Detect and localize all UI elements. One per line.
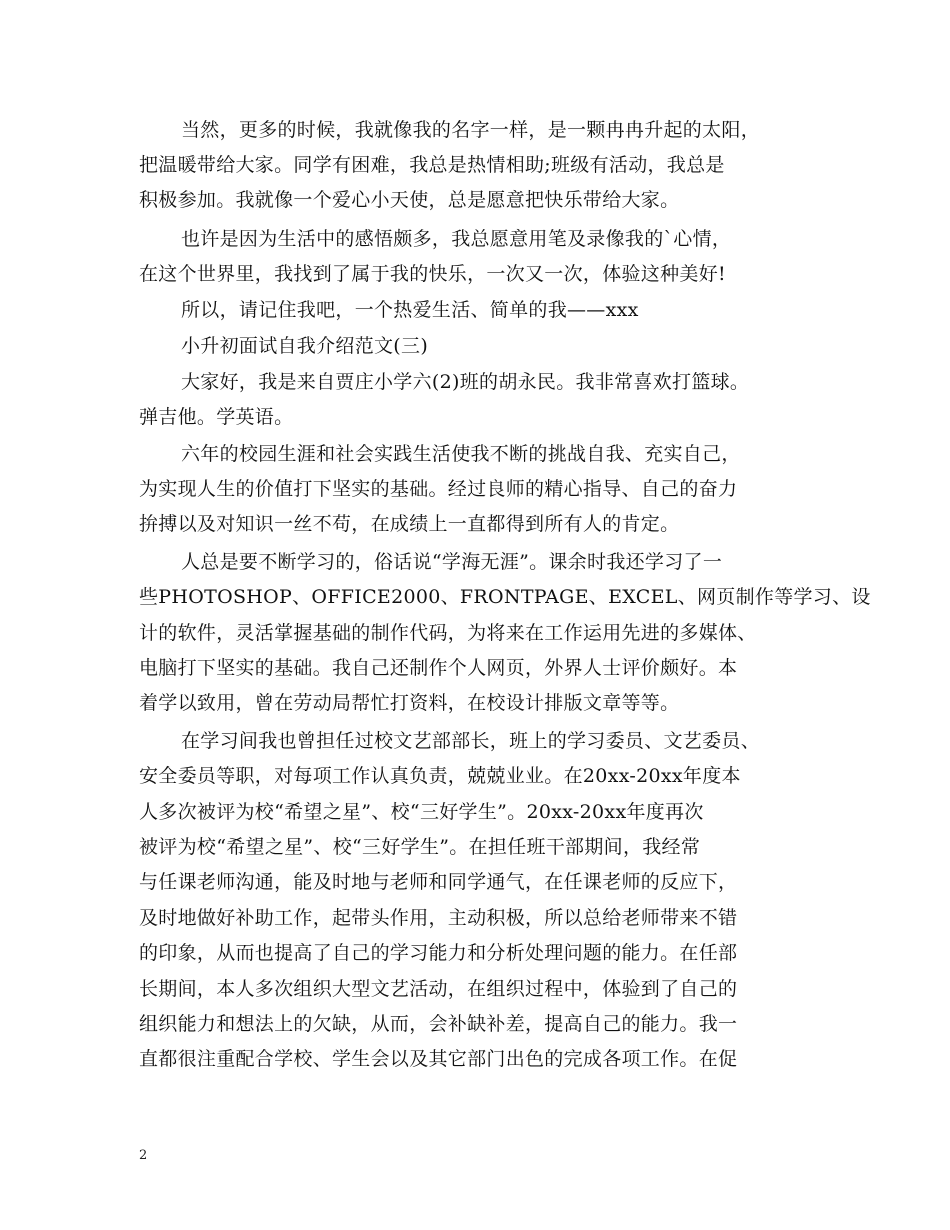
text-line: 及时地做好补助工作，起带头作用，主动积极，所以总给老师带来不错 [139,907,738,929]
text-line: 组织能力和想法上的欠缺，从而，会补缺补差，提高自己的能力。我一 [139,1013,738,1035]
text-line: 把温暖带给大家。同学有困难，我总是热情相助;班级有活动，我总是 [139,154,725,176]
text-line: 人总是要不断学习的，俗话说“学海无涯”。课余时我还学习了一 [181,551,723,573]
text-line: 安全委员等职，对每项工作认真负责，兢兢业业。在20xx-20xx年度本 [139,765,741,787]
text-line: 计的软件，灵活掌握基础的制作代码，为将来在工作运用先进的多媒体、 [139,622,757,644]
text-line: 与任课老师沟通，能及时地与老师和同学通气，在任课老师的反应下， [139,871,738,893]
text-line: 被评为校“希望之星”、校“三好学生”。在担任班干部期间，我经常 [139,836,701,858]
text-line: 在这个世界里，我找到了属于我的快乐，一次又一次，体验这种美好! [139,263,726,285]
text-line: 的印象，从而也提高了自己的学习能力和分析处理问题的能力。在任部 [139,942,738,964]
text-line: 积极参加。我就像一个爱心小天使，总是愿意把快乐带给大家。 [139,189,680,211]
text-line: 在学习间我也曾担任过校文艺部部长，班上的学习委员、文艺委员、 [181,730,761,752]
text-line: 为实现人生的价值打下坚实的基础。经过良师的精心指导、自己的奋力 [139,478,738,500]
text-line: 些PHOTOSHOP、OFFICE2000、FRONTPAGE、EXCEL、网页制作等学习、设 [139,586,871,608]
text-line: 大家好，我是来自贾庄小学六(2)班的胡永民。我非常喜欢打篮球。 [181,371,750,393]
text-line: 电脑打下坚实的基础。我自己还制作个人网页，外界人士评价颇好。本 [139,657,738,679]
text-line: 长期间，本人多次组织大型文艺活动，在组织过程中，体验到了自己的 [139,978,738,1000]
text-line: 弹吉他。学英语。 [139,406,294,428]
text-line: 所以，请记住我吧，一个热爱生活、简单的我——xxx [181,299,639,321]
text-line: 六年的校园生涯和社会实践生活使我不断的挑战自我、充实自己， [181,443,741,465]
text-line: 人多次被评为校“希望之星”、校“三好学生”。20xx-20xx年度再次 [139,801,704,823]
text-line: 拚搏以及对知识一丝不苟，在成绩上一直都得到所有人的肯定。 [139,513,680,535]
text-line: 直都很注重配合学校、学生会以及其它部门出色的完成各项工作。在促 [139,1048,738,1070]
page-number: 2 [139,1148,148,1163]
text-line: 也许是因为生活中的感悟颇多，我总愿意用笔及录像我的`心情， [181,228,732,250]
section-heading: 小升初面试自我介绍范文(三) [181,335,429,357]
text-line: 当然，更多的时候，我就像我的名字一样，是一颗冉冉升起的太阳， [181,119,761,141]
text-line: 着学以致用，曾在劳动局帮忙打资料，在校设计排版文章等等。 [139,692,680,714]
